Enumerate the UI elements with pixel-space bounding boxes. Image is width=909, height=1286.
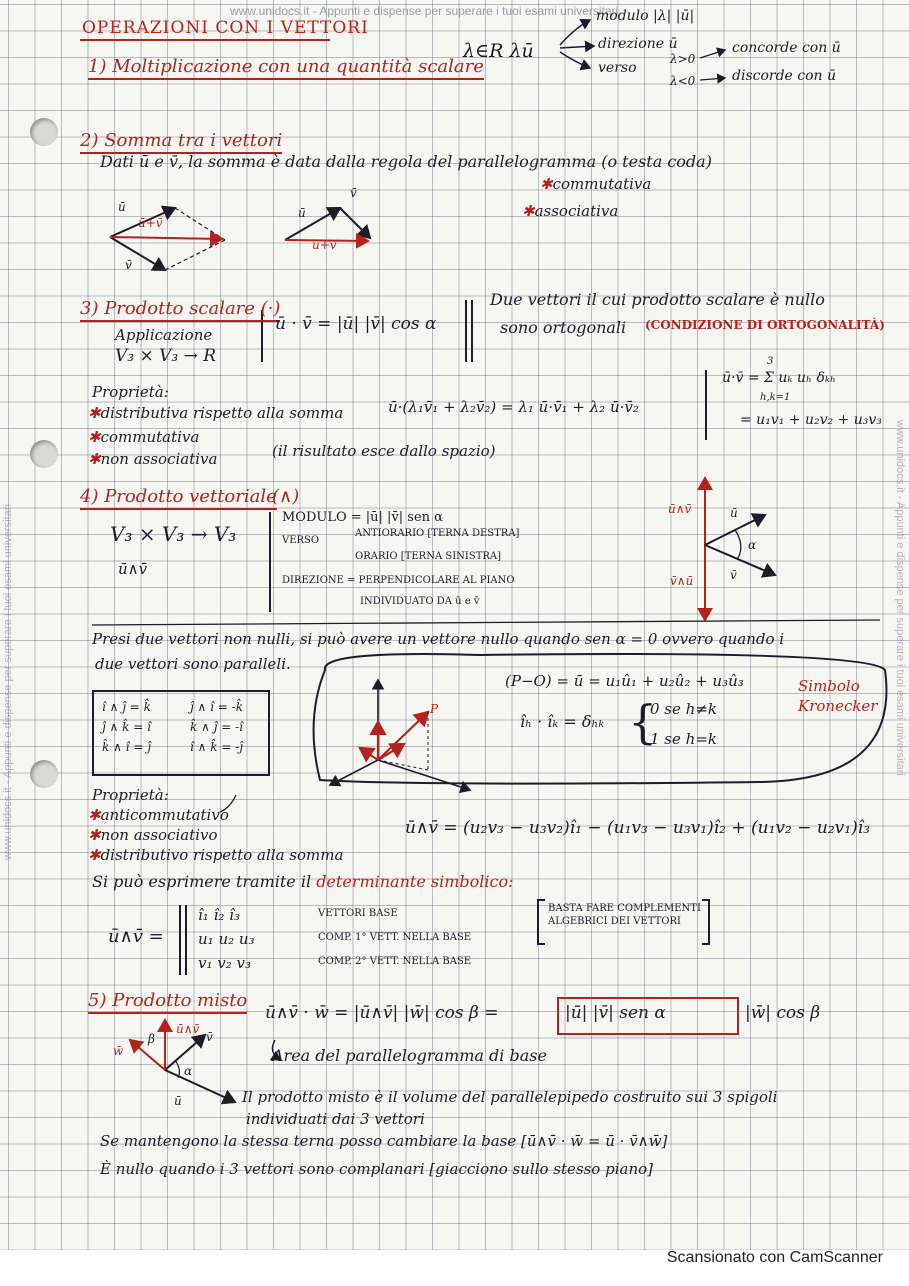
watermark-left: www.unidocs.it - Appunti e dispense per superare i tuoi esami universitari xyxy=(2,504,14,860)
base-area-note: Area del parallelogramma di base xyxy=(272,1046,547,1065)
diag5-alpha-label: α xyxy=(184,1064,193,1078)
scalar-formula: ū · v̄ = |ū| |v̄| cos α xyxy=(275,314,437,334)
diag-vu-label: v̄∧ū xyxy=(670,574,694,588)
non-associativa-note: (il risultato esce dallo spazio) xyxy=(272,442,496,460)
scalar-sum-expanded: = u₁v₁ + u₂v₂ + u₃v₃ xyxy=(740,412,882,428)
diag-v-label: v̄ xyxy=(125,258,132,272)
sum-lower-index: h,k=1 xyxy=(760,392,791,403)
watermark-right: www.unidocs.it - Appunti e dispense per superare i tuoi esami universitari xyxy=(894,420,906,776)
scalar-prop-commutativa: ✱commutativa xyxy=(88,428,200,446)
wedge-label: ū∧v̄ xyxy=(118,560,148,578)
cross-prop-non-associativo: ✱non associativo xyxy=(88,826,218,844)
diag-u-label: ū xyxy=(118,200,126,214)
sum-upper-index: 3 xyxy=(767,356,774,367)
scalar-props-heading: Proprietà: xyxy=(92,383,169,401)
direzione-row: DIREZIONE = PERPENDICOLARE AL PIANO xyxy=(282,575,515,586)
applicazione-label: Applicazione xyxy=(115,326,213,344)
ijk-1: î ∧ ĵ = k̂ xyxy=(102,700,151,714)
volume-line-1: Il prodotto misto è il volume del parallelepipedo costruito sui 3 spigoli xyxy=(242,1088,778,1106)
cross-formula: ū∧v̄ = (u₂v₃ − u₃v₂)î₁ − (u₁v₃ − u₃v₁)î₂ + (u₁v₂ − u₂v₁)î₃ xyxy=(405,818,870,838)
sum-prop-commutativa: ✱commutativa xyxy=(540,175,652,193)
determinant-intro: Si può esprimere tramite il determinante simbolico: xyxy=(92,872,514,891)
axes-diagram xyxy=(330,680,470,790)
lambda-negative: λ<0 xyxy=(670,74,696,88)
verso-row: VERSO xyxy=(282,535,320,546)
section-4-heading: 4) Prodotto vettoriale xyxy=(80,486,277,507)
scalar-prop-distributiva: ✱distributiva rispetto alla somma xyxy=(88,404,344,422)
same-terna-line: Se mantengono la stessa terna posso cambiare la base [ū∧v̄ · w̄ = ū · v̄∧w̄] xyxy=(100,1132,668,1150)
direzione-label: direzione ū xyxy=(598,36,678,52)
orthogonality-condition: (CONDIZIONE DI ORTOGONALITÀ) xyxy=(645,318,885,332)
section-1-heading: 1) Moltiplicazione con una quantità scalare xyxy=(88,56,484,77)
distributive-formula: ū·(λ₁v̄₁ + λ₂v̄₂) = λ₁ ū·v̄₁ + λ₂ ū·v̄₂ xyxy=(388,398,639,416)
modulo-row: MODULO = |ū| |v̄| sen α xyxy=(282,510,443,525)
cross-product-diagram xyxy=(705,478,775,620)
diag2-v-label: v̄ xyxy=(350,186,357,200)
modulo-label: modulo |λ| |ū| xyxy=(596,8,695,24)
kronecker-formula: îₕ · îₖ = δₕₖ xyxy=(520,712,605,731)
mixed-formula-a: ū∧v̄ · w̄ = |ū∧v̄| |w̄| cos β = xyxy=(265,1003,499,1023)
determinant-bracket-note: BASTA FARE COMPLEMENTI ALGEBRICI DEI VETTORI xyxy=(548,903,701,927)
kronecker-one: 1 se h=k xyxy=(650,730,717,748)
ijk-4: ĵ ∧ î = -k̂ xyxy=(190,700,243,714)
concorde-label: concorde con ū xyxy=(732,40,841,56)
determinant-note-2: COMP. 1° VETT. NELLA BASE xyxy=(318,932,472,943)
cross-prop-distributivo: ✱distributivo rispetto alla somma xyxy=(88,846,344,864)
orthogonal-text-1: Due vettori il cui prodotto scalare è nullo xyxy=(490,290,825,309)
determinant-note-3: COMP. 2° VETT. NELLA BASE xyxy=(318,956,472,967)
ijk-5: k̂ ∧ ĵ = -î xyxy=(190,720,243,734)
scalar-map: V₃ × V₃ → R xyxy=(115,346,217,366)
diag2-sum-label: ū+v̄ xyxy=(312,238,337,252)
cross-props-heading: Proprietà: xyxy=(92,786,169,804)
null-vector-line-1: Presi due vettori non nulli, si può avere un vettore nullo quando sen α = 0 ovvero quando i xyxy=(92,630,785,648)
cross-prop-anticommutativo: ✱anticommutativo xyxy=(88,806,229,824)
position-vector: (P−O) = ū = u₁û₁ + u₂û₂ + u₃û₃ xyxy=(505,672,744,690)
diag5-beta-label: β xyxy=(148,1032,155,1046)
mixed-formula-b: |w̄| cos β xyxy=(745,1003,821,1023)
camscanner-label: Scansionato con CamScanner xyxy=(666,1249,883,1266)
determinant-row-3: v₁ v₂ v₃ xyxy=(198,954,251,972)
discorde-label: discorde con ū xyxy=(732,68,837,84)
diag4-u-label: ū xyxy=(730,506,738,520)
kronecker-zero: 0 se h≠k xyxy=(650,700,717,718)
diag4-alpha-label: α xyxy=(748,538,757,552)
sum-definition: Dati ū e v̄, la somma è data dalla regola del parallelogramma (o testa coda) xyxy=(100,152,712,171)
coplanar-line: È nullo quando i 3 vettori sono complanari [giacciono sullo stesso piano] xyxy=(100,1160,653,1178)
diag4-v-label: v̄ xyxy=(730,568,737,582)
determinant-lhs: ū∧v̄ = xyxy=(108,926,164,947)
section-2-heading: 2) Somma tra i vettori xyxy=(80,130,282,151)
ijk-2: ĵ ∧ k̂ = î xyxy=(102,720,151,734)
sum-prop-associativa: ✱associativa xyxy=(522,202,619,220)
volume-line-2: individuati dai 3 vettori xyxy=(246,1110,425,1128)
diag2-u-label: ū xyxy=(298,206,306,220)
determinant-note-1: VETTORI BASE xyxy=(318,908,398,919)
ijk-3: k̂ ∧ î = ĵ xyxy=(102,740,151,754)
diag5-v-label: v̄ xyxy=(206,1030,213,1044)
page-title: OPERAZIONI CON I VETTORI xyxy=(82,18,369,38)
diag5-w-label: w̄ xyxy=(113,1044,124,1058)
section-3-heading: 3) Prodotto scalare (·) xyxy=(80,298,280,319)
lambda-formula: λ∈R λū xyxy=(463,40,534,62)
scalar-sum-formula: ū·v̄ = Σ uₖ uₕ δₖₕ xyxy=(722,370,837,386)
scalar-prop-non-associativa: ✱non associativa xyxy=(88,450,218,468)
verso-label: verso xyxy=(598,60,637,76)
diag-p-label: P xyxy=(430,702,439,716)
kronecker-label: Simbolo Kronecker xyxy=(798,677,878,715)
determinant-row-2: u₁ u₂ u₃ xyxy=(198,930,255,948)
vector-map: V₃ × V₃ → V₃ xyxy=(110,522,237,546)
mixed-formula-box: |ū| |v̄| sen α xyxy=(565,1003,666,1023)
diag5-u-label: ū xyxy=(174,1094,182,1108)
diag5-uv-label: ū∧v̄ xyxy=(176,1022,200,1036)
section-5-heading: 5) Prodotto misto xyxy=(88,990,247,1011)
kronecker-brace: { xyxy=(628,695,658,749)
wedge-symbol: (∧) xyxy=(272,486,300,507)
determinant-row-1: î₁ î₂ î₃ xyxy=(198,906,240,924)
watermark-top: www.unidocs.it - Appunti e dispense per superare i tuoi esami universitari xyxy=(230,4,619,18)
null-vector-line-2: due vettori sono paralleli. xyxy=(95,655,291,673)
direzione-row-2: INDIVIDUATO DA ū e v̄ xyxy=(360,596,480,607)
orario-row: ORARIO [TERNA SINISTRA] xyxy=(355,551,502,562)
orthogonal-text-2: sono ortogonali xyxy=(500,318,627,337)
diag-sum-label: ū+v̄ xyxy=(138,216,163,230)
ijk-6: î ∧ k̂ = -ĵ xyxy=(190,740,243,754)
lambda-positive: λ>0 xyxy=(670,52,696,66)
antiorario-row: ANTIORARIO [TERNA DESTRA] xyxy=(355,528,520,539)
diag-uv-label: ū∧v̄ xyxy=(668,502,692,516)
